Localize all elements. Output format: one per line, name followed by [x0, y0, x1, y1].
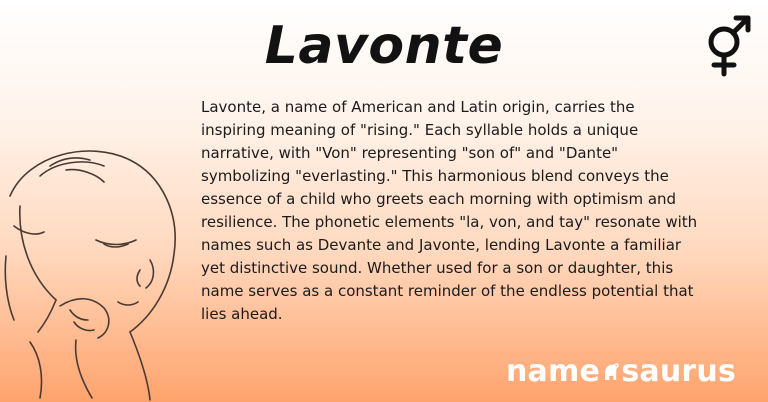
baby-illustration [0, 136, 200, 402]
unisex-gender-icon [700, 12, 756, 78]
name-description: Lavonte, a name of American and Latin origin, carries the inspiring meaning of "rising." Each syllable holds a unique narrative, with "Von" representing "son of" and "Dante" symbolizing "everlasting." This harmonious blend conveys the essence of a child who greets each morning with optimism and resilience. The phonetic elements "la, von, and tay" resonate with names such as Devante and Javonte, lending Lavonte a familiar yet distinctive sound. Whether used for a son or daughter, this name serves as a constant reminder of the endless potential that lies ahead. [201, 98, 698, 323]
namesaurus-logo[interactable] [506, 352, 736, 390]
name-title: Lavonte [264, 16, 504, 76]
brand-prefix: name [506, 353, 601, 389]
dinosaur-icon [601, 356, 620, 386]
brand-suffix: saurus [621, 353, 736, 389]
